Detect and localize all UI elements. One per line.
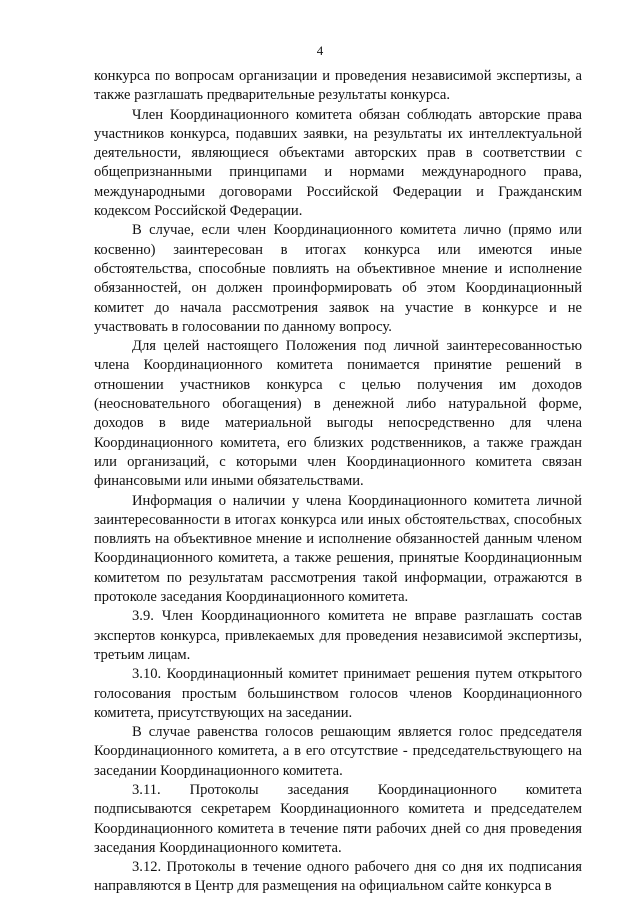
paragraph-personal-interest-definition: Для целей настоящего Положения под личной заинтересованностью члена Координационного комитета понимается принятие решений в отношении участников конкурса с целью получения им доходов (неосновательного обогащения) в денежной либо натуральной форме, доходов в виде материальной выгоды непосредственно для члена Координационного комитета, его близких родственников, а также граждан или организаций, с которыми член Координационного комитета связан финансовыми или иными обязательствами. <box>94 338 582 490</box>
document-body <box>94 67 582 897</box>
paragraph-clause-3-12: 3.12. Протоколы в течение одного рабочего дня со дня их подписания направляются в Центр для размещения на официальном сайте конкурса в <box>94 859 582 895</box>
paragraph-tie-vote: В случае равенства голосов решающим является голос председателя Координационного комитета, а в его отсутствие - председательствующего на заседании Координационного комитета. <box>94 724 582 779</box>
paragraph-copyright-obligation: Член Координационного комитета обязан соблюдать авторские права участников конкурса, подавших заявки, на результаты их интеллектуальной деятельности, являющиеся объектами авторских прав в соответствии с общепризнанными принципами и нормами международного права, международными договорами Российской Федерации и Гражданским кодексом Российской Федерации. <box>94 106 582 220</box>
page-number: 4 <box>316 43 324 58</box>
paragraph-clause-3-11: 3.11. Протоколы заседания Координационного комитета подписываются секретарем Координационного комитета и председателем Координационного комитета в течение пяти рабочих дней со дня проведения заседания Координационного комитета. <box>94 781 582 856</box>
paragraph-clause-3-10: 3.10. Координационный комитет принимает решения путем открытого голосования простым большинством голосов членов Координационного комитета, присутствующих на заседании. <box>94 666 582 721</box>
paragraph-interest-information: Информация о наличии у члена Координационного комитета личной заинтересованности в итогах конкурса или иных обстоятельствах, способных повлиять на объективное мнение и исполнение обязанностей данным членом Координационного комитета, а также решения, принятые Координационным комитетом по результатам рассмотрения такой информации, отражаются в протоколе заседания Координационного комитета. <box>94 492 582 606</box>
paragraph-conflict-of-interest: В случае, если член Координационного комитета лично (прямо или косвенно) заинтересован в итогах конкурса или имеются иные обстоятельства, способные повлиять на объективное мнение и исполнение обязанностей, он должен проинформировать об этом Координационный комитет до начала рассмотрения заявок на участие в конкурсе и не участвовать в голосовании по данному вопросу. <box>94 222 582 335</box>
paragraph-clause-3-9: 3.9. Член Координационного комитета не вправе разглашать состав экспертов конкурса, привлекаемых для проведения независимой экспертизы, третьим лицам. <box>94 608 582 663</box>
paragraph-continuation: конкурса по вопросам организации и проведения независимой экспертизы, а также разглашать предварительные результаты конкурса. <box>94 68 582 104</box>
